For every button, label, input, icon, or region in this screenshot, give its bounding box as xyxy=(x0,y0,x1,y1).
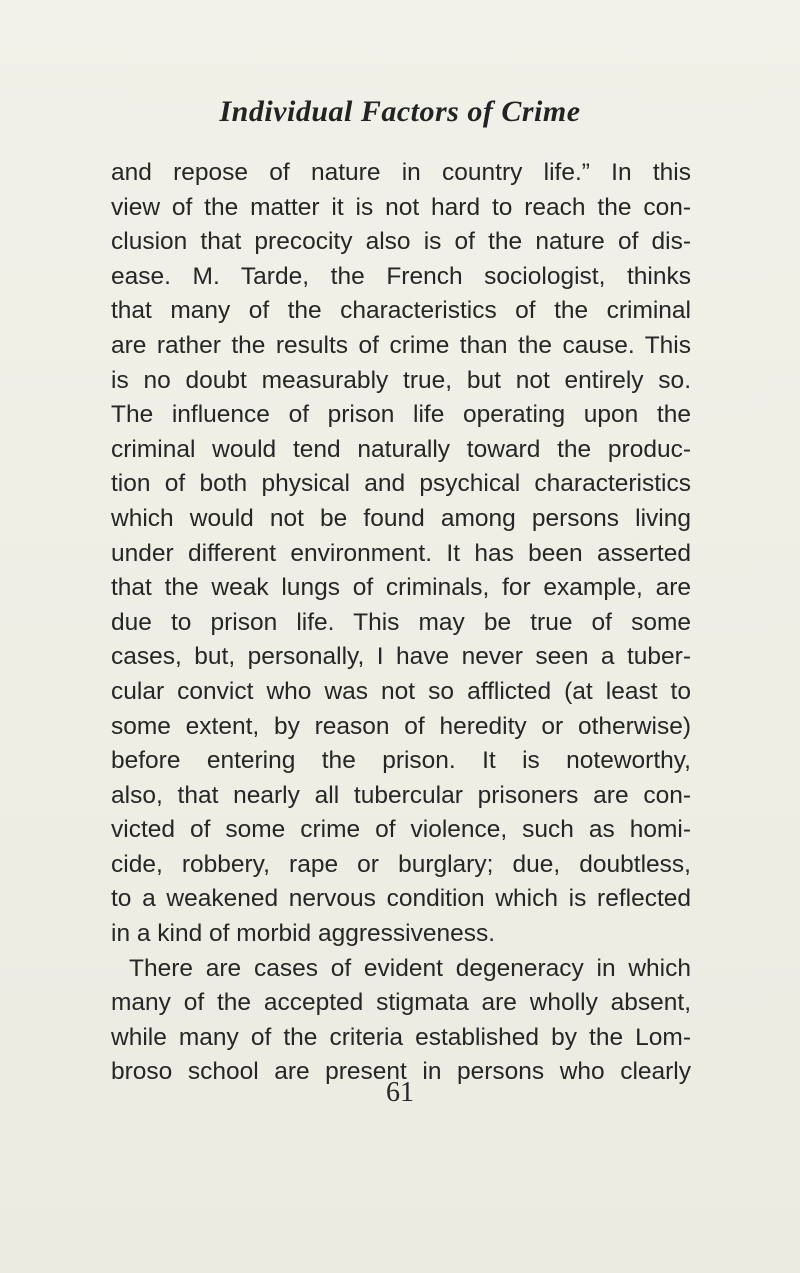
text-line: that many of the characteristics of the criminal xyxy=(111,297,691,325)
text-line: is no doubt measurably true, but not entirely so. xyxy=(111,366,691,394)
paragraph-first-line: There are cases of evident degeneracy in which xyxy=(129,954,691,982)
text-line: due to prison life. This may be true of some xyxy=(111,608,691,636)
text-line: and repose of nature in country life.” In this xyxy=(111,159,691,186)
text-line: which would not be found among persons living xyxy=(111,504,691,532)
text-line: also, that nearly all tubercular prisoners are con- xyxy=(111,781,691,809)
text-line: The influence of prison life operating upon the xyxy=(111,401,691,429)
text-line: while many of the criteria established by the Lom- xyxy=(111,1023,691,1051)
text-line: under different environment. It has been asserted xyxy=(111,539,691,567)
text-line: some extent, by reason of heredity or otherwise) xyxy=(111,712,691,740)
text-line: ease. M. Tarde, the French sociologist, thinks xyxy=(111,262,691,290)
text-line: cases, but, personally, I have never seen a tuber- xyxy=(111,643,691,671)
text-line: view of the matter it is not hard to reach the con- xyxy=(111,193,691,221)
text-line: broso school are present in persons who clearly xyxy=(111,1058,691,1086)
text-line: tion of both physical and psychical characteristics xyxy=(111,470,691,498)
running-header: Individual Factors of Crime xyxy=(219,95,581,128)
text-line: clusion that precocity also is of the nature of dis- xyxy=(111,228,691,256)
page-number: 61 xyxy=(386,1077,414,1108)
text-line: cular convict who was not so afflicted (at least to xyxy=(111,677,691,705)
body-text xyxy=(111,156,691,1090)
text-line: many of the accepted stigmata are wholly absent, xyxy=(111,989,691,1017)
text-line: cide, robbery, rape or burglary; due, doubtless, xyxy=(111,850,691,878)
text-line: before entering the prison. It is noteworthy, xyxy=(111,747,691,775)
text-line: are rather the results of crime than the cause. This xyxy=(111,331,691,359)
text-line: that the weak lungs of criminals, for example, are xyxy=(111,574,691,602)
text-line: to a weakened nervous condition which is reflected xyxy=(111,885,691,913)
paragraph-last-line: in a kind of morbid aggressiveness. xyxy=(111,920,496,948)
text-line: victed of some crime of violence, such as homi- xyxy=(111,816,691,844)
text-line: criminal would tend naturally toward the produc- xyxy=(111,435,691,463)
